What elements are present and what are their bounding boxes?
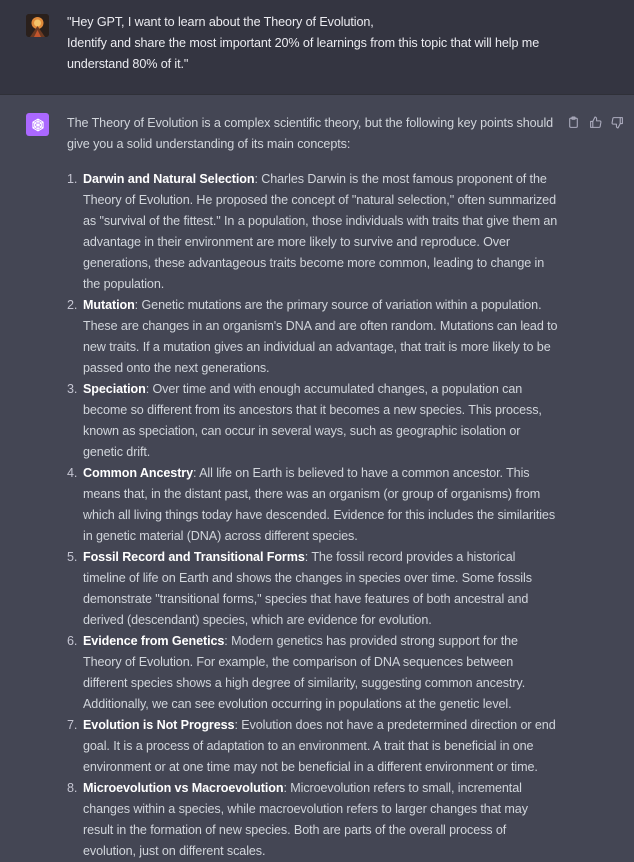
- response-intro: The Theory of Evolution is a complex scientific theory, but the following key points should give you a solid understanding of its main concepts:: [67, 116, 554, 151]
- list-item: [67, 715, 559, 778]
- list-item-number: 6.: [67, 634, 78, 648]
- list-item-title: Common Ancestry: [83, 466, 193, 480]
- list-item-text: : Evolution does not have a predetermined direction or end goal. It is a process of adaptation to an environment. A trait that is beneficial in one environment or at one time may not be beneficial in a different environment or time.: [83, 718, 556, 774]
- chatgpt-avatar: [26, 113, 49, 136]
- list-item: [67, 463, 559, 547]
- message-actions: [566, 115, 624, 129]
- key-points-list: [67, 169, 559, 862]
- assistant-message: [0, 95, 634, 858]
- list-item-text: : Microevolution refers to small, incremental changes within a species, while macroevolution refers to larger changes that may result in the formation of new species. Both are parts of the overall process of evolution, just on different scales.: [83, 781, 528, 858]
- list-item-title: Speciation: [83, 382, 146, 396]
- list-item: [67, 379, 559, 463]
- assistant-response: [67, 113, 559, 862]
- list-item-number: 2.: [67, 298, 78, 312]
- user-message: [0, 0, 634, 95]
- list-item: [67, 631, 559, 715]
- clipboard-icon: [567, 116, 580, 129]
- list-item-text: : Charles Darwin is the most famous proponent of the Theory of Evolution. He proposed the concept of "natural selection," often summarized as "survival of the fittest." In a population, those individuals with traits that give them an advantage in their environment are more likely to survive and reproduce. Over generations, these advantageous traits become more common, leading to change in the population.: [83, 172, 558, 291]
- openai-logo-icon: [30, 117, 46, 133]
- list-item-number: 8.: [67, 781, 78, 795]
- list-item: [67, 547, 559, 631]
- user-avatar-image: [26, 14, 49, 37]
- list-item-text: : Over time and with enough accumulated changes, a population can become so different from its ancestors that it becomes a new species. This process, known as speciation, can occur in several ways, such as geographic isolation or genetic drift.: [83, 382, 542, 459]
- list-item-title: Darwin and Natural Selection: [83, 172, 255, 186]
- list-item-number: 5.: [67, 550, 78, 564]
- list-item-text: : Modern genetics has provided strong support for the Theory of Evolution. For example, the comparison of DNA sequences between different species shows a high degree of similarity, suggesting common ancestry. Additionally, we can see evolution occurring in populations at the genetic level.: [83, 634, 526, 711]
- list-item: [67, 295, 559, 379]
- list-item-text: : Genetic mutations are the primary source of variation within a population. These are changes in an organism's DNA and are often random. Mutations can lead to new traits. If a mutation gives an individual an advantage, that trait is more likely to be passed onto the next generations.: [83, 298, 558, 375]
- list-item-title: Fossil Record and Transitional Forms: [83, 550, 305, 564]
- thumbs-up-icon: [589, 116, 602, 129]
- list-item-number: 1.: [67, 172, 78, 186]
- copy-button[interactable]: [566, 115, 580, 129]
- list-item-text: : The fossil record provides a historical timeline of life on Earth and shows the changes in species over time. Some fossils demonstrate "transitional forms," species that have features of both ancestral and derived (descendant) species, which are evidence for evolution.: [83, 550, 532, 627]
- like-button[interactable]: [588, 115, 602, 129]
- list-item-title: Evidence from Genetics: [83, 634, 225, 648]
- user-message-line: understand 80% of it.": [67, 57, 189, 71]
- list-item-number: 7.: [67, 718, 78, 732]
- list-item-title: Microevolution vs Macroevolution: [83, 781, 284, 795]
- list-item-number: 3.: [67, 382, 78, 396]
- user-message-text: [67, 12, 567, 75]
- thumbs-down-icon: [611, 116, 624, 129]
- list-item-text: : All life on Earth is believed to have a common ancestor. This means that, in the distant past, there was an organism (or group of organisms) from which all living things today have descended. Evidence for this includes the similarities in genetic material (DNA) across different species.: [83, 466, 556, 543]
- list-item-number: 4.: [67, 466, 78, 480]
- user-avatar: [26, 14, 49, 37]
- dislike-button[interactable]: [610, 115, 624, 129]
- list-item: [67, 778, 559, 862]
- user-message-line: "Hey GPT, I want to learn about the Theory of Evolution,: [67, 15, 374, 29]
- list-item: [67, 169, 559, 295]
- user-message-line: Identify and share the most important 20% of learnings from this topic that will help me: [67, 36, 540, 50]
- list-item-title: Evolution is Not Progress: [83, 718, 235, 732]
- list-item-title: Mutation: [83, 298, 135, 312]
